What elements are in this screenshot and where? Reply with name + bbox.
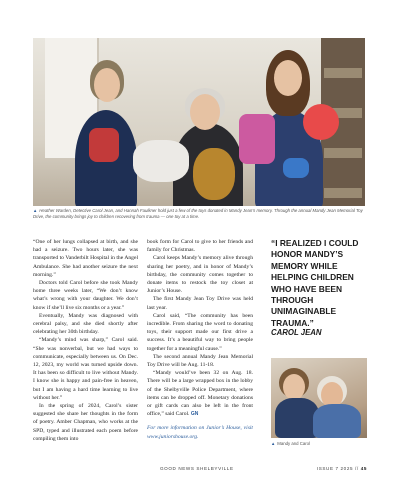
caption-triangle-icon: ▲ [33,208,38,213]
footer-issue: ISSUE 7 2025 // 45 [316,466,367,471]
photo-caption: ▲ Heather Warden, Detective Carol Jean, and Hannah Faulkner hold just a few of the toys donated in Mandy Jean’s memory. Through the annual Mandy Jean Memorial Toy Drive, the community brings joy to children recovering from trauma — one toy at a time. [33,208,363,219]
footer-publication: GOOD NEWS SHELBYVILLE [160,466,234,471]
paragraph: Carol said, “The community has been incredible. From sharing the word to donating toys, their support made our first drive a success. It’s a beautiful way to bring people together for a meaningful cause.” [147,312,253,352]
paragraph: In the spring of 2024, Carol’s sister suggested she share her thoughts in the form of poetry. Amber Chapman, who works at the SPD, typed and illustrated each poem before compiling them into [33,403,138,442]
paragraph: “Mandy would’ve been 32 on Aug. 18. There will be a large wrapped box in the lobby of the Shelbyville Police Department, where items can be dropped off. Monetary donations or gift cards can also be left in the front office,” said Carol. GN [147,370,253,418]
paragraph: Carol keeps Mandy’s memory alive through sharing her poetry, and in honor of Mandy’s birthday, the community comes together to donate items to restock the toy closet at Junior’s House. [147,255,253,295]
pull-quote: “I REALIZED I COULD HONOR MANDY’S MEMORY WHILE HELPING CHILDREN WHO HAVE BEEN THROUGH UNIMAGINABLE TRAUMA.” [271,238,359,328]
paragraph: book form for Carol to give to her friends and family for Christmas. [147,239,253,254]
mandy-and-carol-photo [271,358,367,438]
main-photo [33,38,365,206]
paragraph: Doctors told Carol before she took Mandy home three weeks later, “We don’t know what’s wrong with your daughter. We don’t know if she’ll live six months or a year.” [33,280,138,311]
toy-gift-bag [89,128,119,162]
article-column-1 [33,238,138,443]
caption-triangle-icon: ▲ [271,441,276,446]
paragraph: The first Mandy Jean Toy Drive was held last year. [147,296,253,311]
paragraph: “Mandy’s mind was sharp,” Carol said. “She was nonverbal, but we had ways to communicate, especially between us. On Dec. 12, 2023, my world was turned upside down. It has been so difficult to live without Mandy. I know she is happy and pain-free in heaven, but I am having a hard time learning to live without her.” [33,337,138,401]
article-column-2 [147,238,253,441]
info-line: For more information on Junior’s House, visit www.juniorshouse.org. [147,425,253,440]
paragraph: The second annual Mandy Jean Memorial Toy Drive will be Aug. 11-18. [147,353,253,369]
paragraph: “One of her lungs collapsed at birth, and she had a seizure. Two hours later, she was transported to Vanderbilt Hospital in the Angel Ambulance. She had another seizure the next morning.” [33,239,138,278]
quote-attribution: CAROL JEAN [271,328,322,337]
toy-car [283,158,309,178]
toy-doll-box [239,114,275,164]
toy-ball [303,104,339,140]
page-number: 45 [360,466,367,471]
toy-teddy-bear [193,148,235,200]
small-photo-caption: ▲ Mandy and Carol [271,441,310,446]
end-mark-logo: GN [190,411,199,418]
paragraph: Eventually, Mandy was diagnosed with cerebral palsy, and she died shortly after celebrating her 30th birthday. [33,312,138,336]
toy-plush-bag [133,140,189,182]
